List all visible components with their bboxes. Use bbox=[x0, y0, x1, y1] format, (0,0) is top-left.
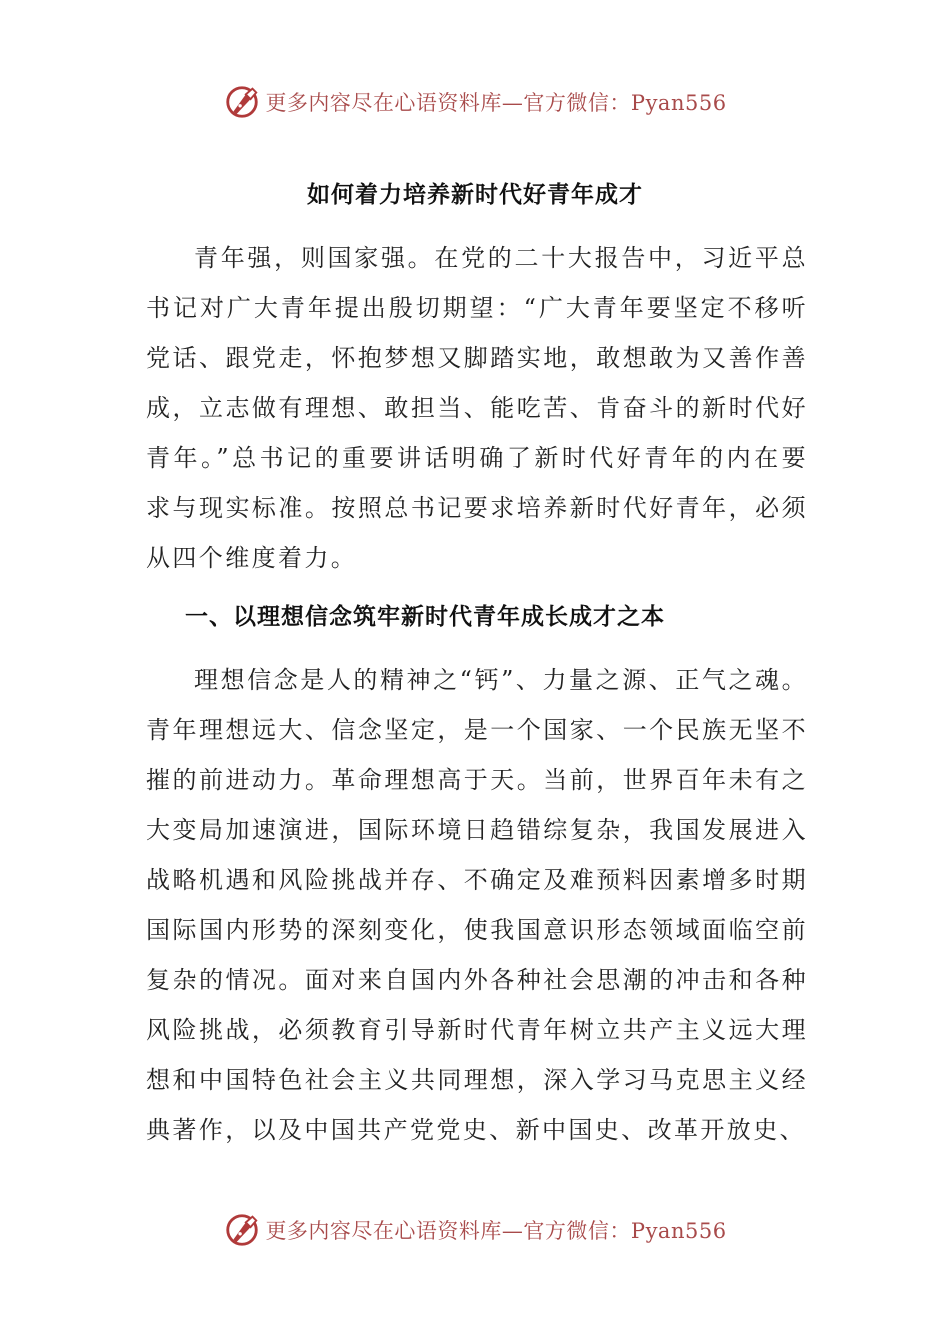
header-watermark-banner bbox=[0, 80, 950, 124]
section-paragraph: 理想信念是人的精神之“钙”、力量之源、正气之魂。青年理想远大、信念坚定，是一个国家、一个民族无坚不摧的前进动力。革命理想高于天。当前，世界百年未有之大变局加速演进，国际环境日趋错综复杂，我国发展进入战略机遇和风险挑战并存、不确定及难预料因素增多时期国际国内形势的深刻变化，使我国意识形态领域面临空前复杂的情况。面对来自国内外各种社会思潮的冲击和各种风险挑战，必须教育引导新时代青年树立共产主义远大理想和中国特色社会主义共同理想，深入学习马克思主义经典著作，以及中国共产党党史、新中国史、改革开放史、 bbox=[146, 666, 808, 1144]
header-banner-text: 更多内容尽在心语资料库—官方微信：Pyan556 bbox=[265, 91, 727, 115]
footer-banner-text: 更多内容尽在心语资料库—官方微信：Pyan556 bbox=[265, 1219, 727, 1243]
intro-paragraph: 青年强，则国家强。在党的二十大报告中，习近平总书记对广大青年提出殷切期望：“广大青年要坚定不移听党话、跟党走，怀抱梦想又脚踏实地，敢想敢为又善作善成，立志做有理想、敢担当、能吃苦、肯奋斗的新时代好青年。”总书记的重要讲话明确了新时代好青年的内在要求与现实标准。按照总书记要求培养新时代好青年，必须从四个维度着力。 bbox=[146, 244, 808, 572]
footer-watermark-banner bbox=[0, 1208, 950, 1252]
section-heading: 一、以理想信念筑牢新时代青年成长成才之本 bbox=[185, 603, 665, 630]
pen-nib-logo-icon bbox=[223, 1211, 261, 1249]
document-title: 如何着力培养新时代好青年成才 bbox=[307, 181, 643, 208]
pen-nib-logo-icon bbox=[223, 83, 261, 121]
